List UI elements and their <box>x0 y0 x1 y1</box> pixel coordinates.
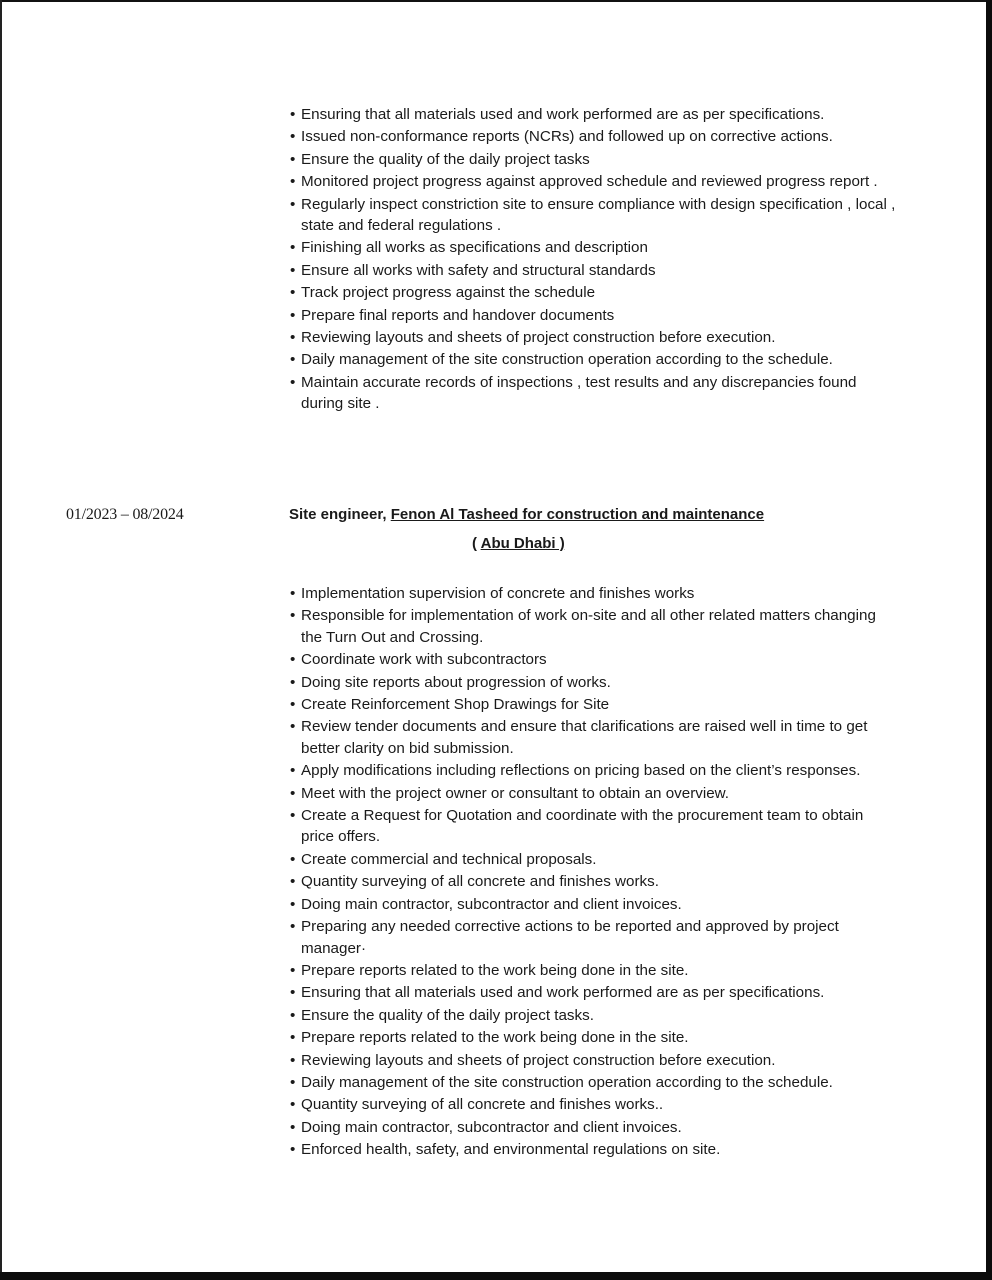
list-item: • Ensure the quality of the daily project tasks <box>289 149 899 170</box>
bullet-icon: • <box>290 1029 296 1047</box>
frame-left-border <box>0 0 2 1280</box>
bullet-icon: • <box>290 1006 296 1024</box>
bullet-icon: • <box>290 1073 296 1091</box>
list-item: • Daily management of the site construction operation according to the schedule. <box>289 1072 899 1093</box>
list-item: • Implementation supervision of concrete and finishes works <box>289 583 899 604</box>
bullet-icon: • <box>290 128 296 146</box>
list-item: • Create commercial and technical proposals. <box>289 849 899 870</box>
bullet-icon: • <box>290 784 296 802</box>
job-title: Site engineer, <box>289 506 387 523</box>
list-item: • Prepare reports related to the work being done in the site. <box>289 960 899 981</box>
list-item: • Prepare final reports and handover documents <box>289 305 899 326</box>
list-item: • Enforced health, safety, and environmental regulations on site. <box>289 1139 899 1160</box>
list-item: • Finishing all works as specifications and description <box>289 237 899 258</box>
frame-right-border <box>986 0 992 1280</box>
bullet-icon: • <box>290 607 296 625</box>
list-item: • Coordinate work with subcontractors <box>289 649 899 670</box>
responsibilities-list-previous-job <box>289 104 899 416</box>
list-item: • Review tender documents and ensure that clarifications are raised well in time to get better clarity on bid submission. <box>290 718 868 757</box>
location-name: Abu Dhabi ) <box>480 535 565 552</box>
bullet-icon: • <box>290 173 296 191</box>
bullet-icon: • <box>290 873 296 891</box>
bullet-icon: • <box>290 585 296 602</box>
list-item: • Prepare reports related to the work being done in the site. <box>289 1027 899 1048</box>
list-item: • Ensure all works with safety and structural standards <box>289 260 899 281</box>
bullet-icon: • <box>290 961 296 979</box>
list-item: • Create a Request for Quotation and coordinate with the procurement team to obtain price offers. <box>290 807 864 846</box>
list-item: • Track project progress against the schedule <box>289 282 899 303</box>
list-item: • Reviewing layouts and sheets of project construction before execution. <box>289 1050 899 1071</box>
bullet-icon: • <box>290 807 296 825</box>
list-item: • Preparing any needed corrective actions to be reported and approved by project manager· <box>290 918 839 957</box>
list-item: • Ensuring that all materials used and work performed are as per specifications. <box>289 104 899 125</box>
frame-top-border <box>0 0 992 2</box>
list-item: • Issued non-conformance reports (NCRs) and followed up on corrective actions. <box>289 126 899 147</box>
list-item: • Ensure the quality of the daily project tasks. <box>289 1005 899 1026</box>
bullet-icon: • <box>290 261 296 279</box>
bullet-icon: • <box>290 239 296 257</box>
bullet-icon: • <box>290 984 296 1002</box>
list-item: • Doing main contractor, subcontractor and client invoices. <box>289 894 899 915</box>
list-item: • Responsible for implementation of work on-site and all other related matters changing the Turn Out and Crossing. <box>290 607 876 646</box>
job-location <box>472 535 565 552</box>
bullet-icon: • <box>290 673 296 691</box>
list-item: • Doing main contractor, subcontractor and client invoices. <box>289 1117 899 1138</box>
bullet-icon: • <box>290 284 296 302</box>
bullet-icon: • <box>290 850 296 868</box>
job-heading <box>289 506 764 523</box>
bullet-icon: • <box>290 1141 296 1159</box>
bullet-icon: • <box>290 306 296 324</box>
bullet-icon: • <box>290 195 296 213</box>
list-item: • Create Reinforcement Shop Drawings for Site <box>289 694 899 715</box>
bullet-icon: • <box>290 696 296 714</box>
list-item: • Quantity surveying of all concrete and finishes works.. <box>289 1094 899 1115</box>
list-item: • Daily management of the site construction operation according to the schedule. <box>289 349 899 370</box>
bullet-icon: • <box>290 895 296 913</box>
bullet-icon: • <box>290 329 296 347</box>
list-item: • Ensuring that all materials used and work performed are as per specifications. <box>289 982 899 1003</box>
bullet-icon: • <box>290 651 296 669</box>
bullet-icon: • <box>290 918 296 936</box>
responsibilities-list-site-engineer <box>289 583 899 1162</box>
bullet-icon: • <box>290 351 296 369</box>
job-date-range: 01/2023 – 08/2024 <box>66 506 184 523</box>
list-item: • Reviewing layouts and sheets of project construction before execution. <box>289 327 899 348</box>
bullet-icon: • <box>290 718 296 736</box>
list-item: • Maintain accurate records of inspections , test results and any discrepancies found during site . <box>290 373 857 413</box>
location-paren: ( <box>472 535 481 552</box>
company-name: Fenon Al Tasheed for construction and maintenance <box>390 506 765 523</box>
bullet-icon: • <box>290 373 296 391</box>
bullet-icon: • <box>290 106 296 123</box>
list-item: • Quantity surveying of all concrete and finishes works. <box>289 871 899 892</box>
list-item: • Monitored project progress against approved schedule and reviewed progress report . <box>289 171 899 192</box>
bullet-icon: • <box>290 1096 296 1114</box>
frame-bottom-border <box>0 1272 992 1280</box>
list-item: • Apply modifications including reflections on pricing based on the client’s responses. <box>289 760 899 781</box>
list-item: • Doing site reports about progression of works. <box>289 672 899 693</box>
bullet-icon: • <box>290 150 296 168</box>
list-item: • Meet with the project owner or consultant to obtain an overview. <box>289 783 899 804</box>
bullet-icon: • <box>290 762 296 780</box>
bullet-icon: • <box>290 1118 296 1136</box>
bullet-icon: • <box>290 1051 296 1069</box>
list-item: • Regularly inspect constriction site to ensure compliance with design specification , local , state and federal regulations . <box>290 195 896 235</box>
